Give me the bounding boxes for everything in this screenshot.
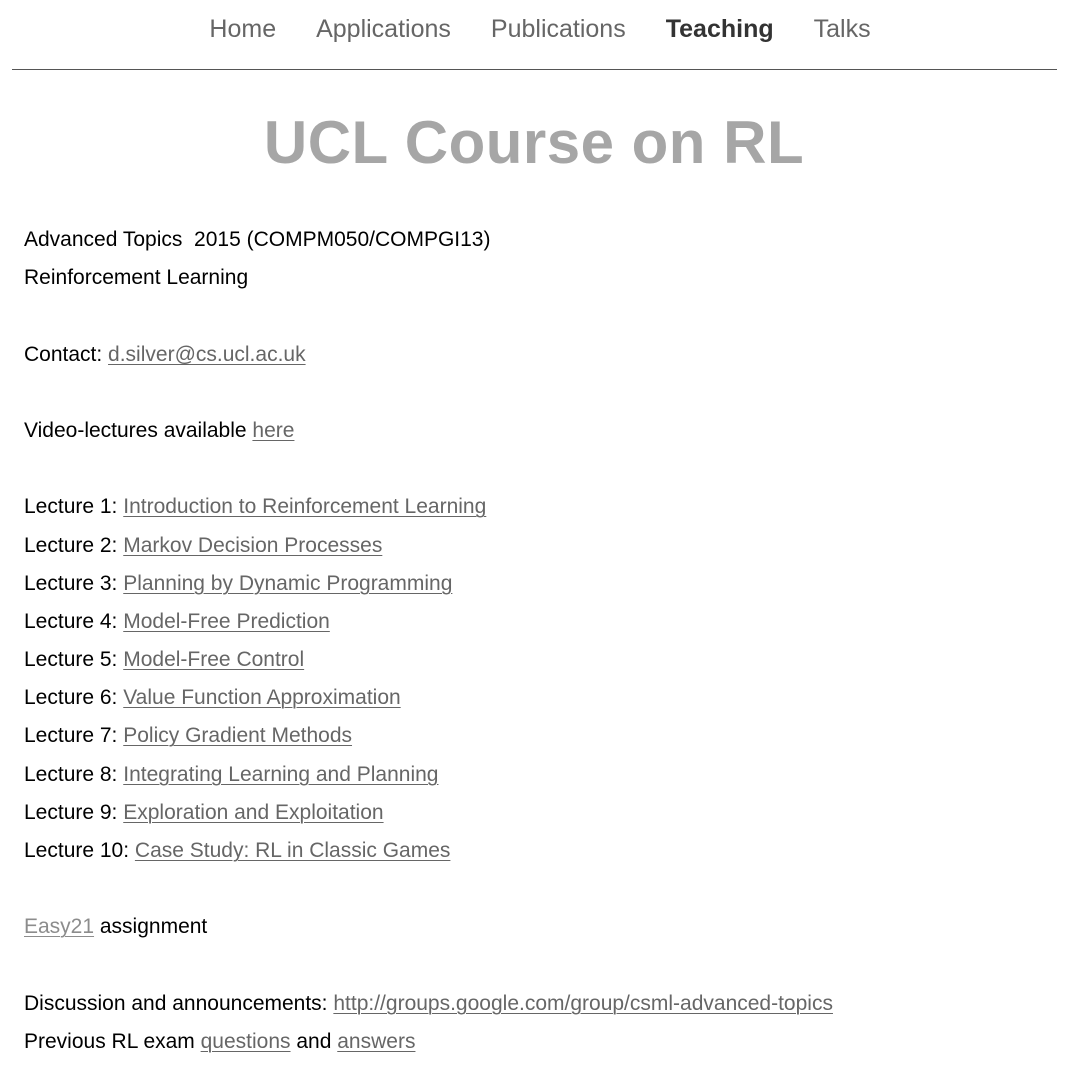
nav-divider [12,69,1057,70]
lecture-prefix: Lecture 10: [24,839,135,862]
lecture-row [24,717,1054,755]
lecture-3-link[interactable]: Planning by Dynamic Programming [123,571,453,595]
lecture-row [24,565,1054,603]
lecture-prefix: Lecture 9: [24,800,124,824]
assignment-suffix: assignment [94,915,208,939]
exam-questions-link[interactable]: questions [200,1029,291,1053]
lecture-prefix: Lecture 5: [24,648,124,672]
spacer [24,870,1054,908]
lecture-6-link[interactable]: Value Function Approximation [123,686,401,710]
exam-line [24,1023,1054,1061]
lecture-row [24,641,1054,679]
lecture-5-link[interactable]: Model-Free Control [123,648,305,672]
lecture-prefix: Lecture 1: [24,495,124,519]
lecture-prefix: Lecture 7: [24,724,124,748]
discussion-group-link[interactable]: http://groups.google.com/group/csml-advanced-topics [333,991,833,1015]
contact-email-link[interactable]: d.silver@cs.ucl.ac.uk [108,342,306,366]
exam-answers-link[interactable]: answers [337,1029,416,1053]
spacer [24,450,1054,488]
course-name-line: Reinforcement Learning [24,266,249,290]
lecture-row [24,527,1054,565]
lecture-7-link[interactable]: Policy Gradient Methods [123,724,353,748]
lecture-prefix: Lecture 3: [24,571,124,595]
lecture-row [24,488,1054,526]
main-content [24,221,1054,1061]
nav-talks[interactable]: Talks [813,14,871,43]
easy21-assignment-link[interactable]: Easy21 [24,915,95,939]
discussion-label: Discussion and announcements: [24,991,334,1015]
spacer [24,374,1054,412]
video-label: Video-lectures available [24,418,253,442]
lecture-row [24,679,1054,717]
lecture-prefix: Lecture 8: [24,762,124,786]
lecture-row [24,832,1054,870]
lecture-prefix: Lecture 2: [24,533,124,557]
discussion-line [24,985,1054,1023]
exam-label: Previous RL exam [24,1029,201,1053]
contact-line [24,336,1054,374]
exam-and-text: and [290,1029,338,1053]
lecture-8-link[interactable]: Integrating Learning and Planning [123,762,439,786]
lecture-row [24,756,1054,794]
video-lectures-link[interactable]: here [252,418,295,442]
lecture-1-link[interactable]: Introduction to Reinforcement Learning [123,495,487,519]
nav-home[interactable]: Home [209,14,277,43]
top-navigation [0,0,1080,58]
lecture-row [24,603,1054,641]
spacer [24,947,1054,985]
page-title: UCL Course on RL [263,109,805,176]
nav-publications[interactable]: Publications [490,14,626,43]
lecture-prefix: Lecture 6: [24,686,124,710]
lecture-9-link[interactable]: Exploration and Exploitation [123,800,384,824]
lecture-2-link[interactable]: Markov Decision Processes [123,533,383,557]
lecture-10-link[interactable]: Case Study: RL in Classic Games [134,839,451,862]
lecture-prefix: Lecture 4: [24,609,124,633]
lecture-row [24,794,1054,832]
nav-applications[interactable]: Applications [316,14,451,43]
video-line [24,412,1054,450]
assignment-line [24,908,1054,946]
contact-label: Contact: [24,342,109,366]
course-code-line: Advanced Topics 2015 (COMPM050/COMPGI13) [24,228,491,251]
lecture-4-link[interactable]: Model-Free Prediction [123,609,330,633]
nav-teaching[interactable]: Teaching [665,14,774,43]
spacer [24,297,1054,335]
